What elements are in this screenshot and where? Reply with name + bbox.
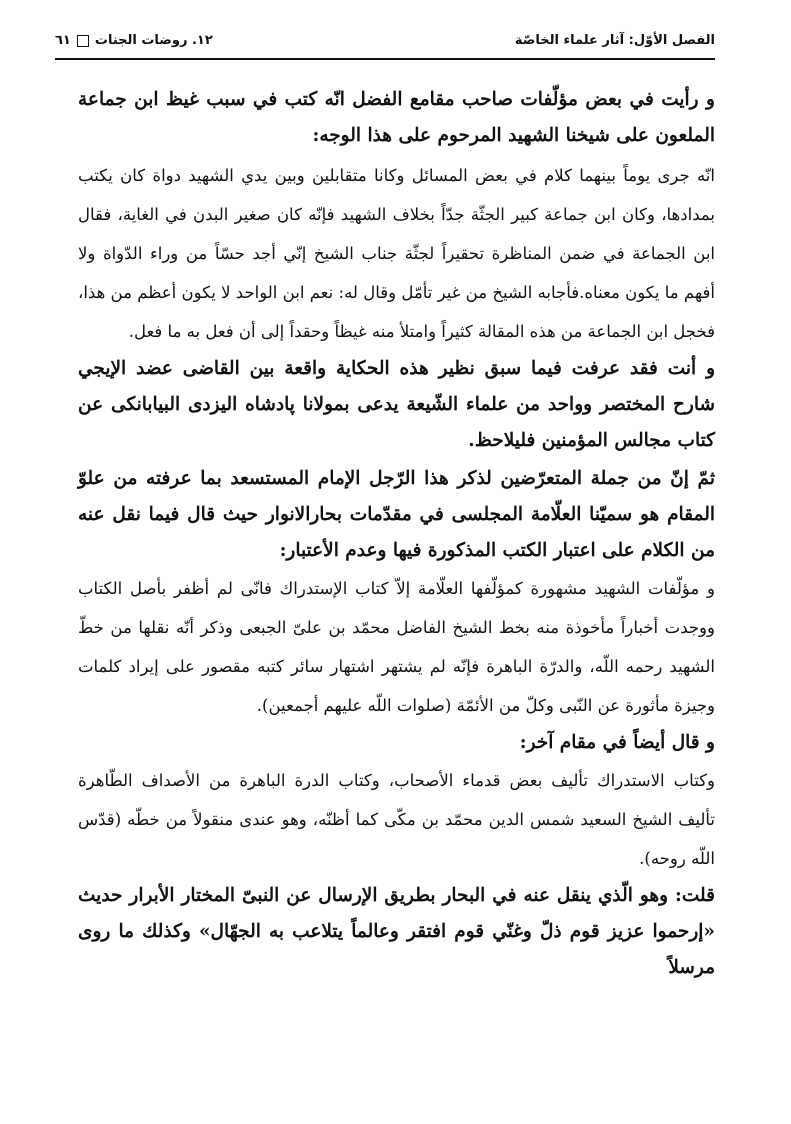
paragraph: و أنت فقد عرفت فيما سبق نظير هذه الحكاية واقعة بين القاضى عضد الإيجي شارح المختصر وواحد من علماء الشّيعة يدعى بمولانا پادشاه اليزدى البيابانكى عن كتاب مجالس المؤمنين فليلاحظ. (78, 358, 715, 451)
quoted-passage: انّه جرى يوماً بينهما كلام في بعض المسائل وكانا متقابلين وبين يدي الشهيد دواة كان يكتب بمدادها، وكان ابن جماعة كبير الجثّة جدّاً بخلاف الشهيد فإنّه كان صغير البدن في الغاية، فقال ابن الجماعة في ضمن المناظرة تحقيراً لجثّة جناب الشيخ إنّي أجد حسّاً من وراء الدّواة ولا أفهم ما يكون معناه.فأجابه الشيخ من غير تأمّل وقال له: نعم ابن الواحد لا يكون أعظم من هذا، فخجل ابن الجماعة من هذه المقالة كثيراً وامتلأ منه غيظاً وحقداً إلى أن فعل به ما فعل. (78, 166, 715, 341)
paragraph: ثمّ إنّ من جملة المتعرّضين لذكر هذا الرّجل الإمام المستسعد بما عرفته من علوّ المقام هو سميّنا العلّامة المجلسى في مقدّمات بحارالانوار حيث قال فيما نقل عنه من الكلام على اعتبار الكتب المذكورة فيها وعدم الأعتبار: (78, 468, 715, 561)
quoted-passage: وكتاب الاستدراك تأليف بعض قدماء الأصحاب، وكتاب الدرة الباهرة من الأصداف الطّاهرة تأليف الشيخ السعيد شمس الدين محمّد بن مكّى كما أظنّه، وهو عندى منقولاً من خطّه (قدّس اللّه روحه). (78, 771, 715, 868)
book-title-and-page (55, 33, 213, 48)
chapter-title: الفصل الأوّل: آثار علماء الخاصّة (514, 33, 715, 48)
running-header (55, 33, 715, 55)
body-text (78, 82, 715, 986)
page-number: ٦١ (55, 33, 71, 48)
paragraph: قلت: وهو الّذي ينقل عنه في البحار بطريق الإرسال عن النبىّ المختار الأبرار حديث «إرحموا عزيز قوم ذلّ وغنّي قوم افتقر وعالماً يتلاعب به الجهّال» وكذلك ما روى مرسلاً (78, 885, 715, 978)
header-rule (55, 58, 715, 60)
paragraph: و رأيت في بعض مؤلّفات صاحب مقامع الفضل انّه كتب في سبب غيظ ابن جماعة الملعون على شيخنا الشهيد المرحوم على هذا الوجه: (78, 89, 715, 146)
book-title: ١٢. روضات الجنات (94, 33, 213, 48)
square-ornament-icon (77, 35, 89, 47)
quoted-passage: و مؤلّفات الشهيد مشهورة كمؤلّفها العلّامة إلاّ كتاب الإستدراك فانّى لم أظفر بأصل الكتاب ووجدت أخباراً مأخوذة منه بخط الشيخ الفاضل محمّد بن علىّ الجبعى وذكر أنّه نقلها من خطّ الشهيد رحمه اللّه، والدرّة الباهرة فإنّه لم يشتهر اشتهار سائر كتبه مقصور على إيراد كلمات وجيزة مأثورة عن النّبى وكلّ من الأئمّة (صلوات اللّه عليهم أجمعين). (78, 579, 715, 715)
paragraph: و قال أيضاً في مقام آخر: (519, 732, 715, 753)
